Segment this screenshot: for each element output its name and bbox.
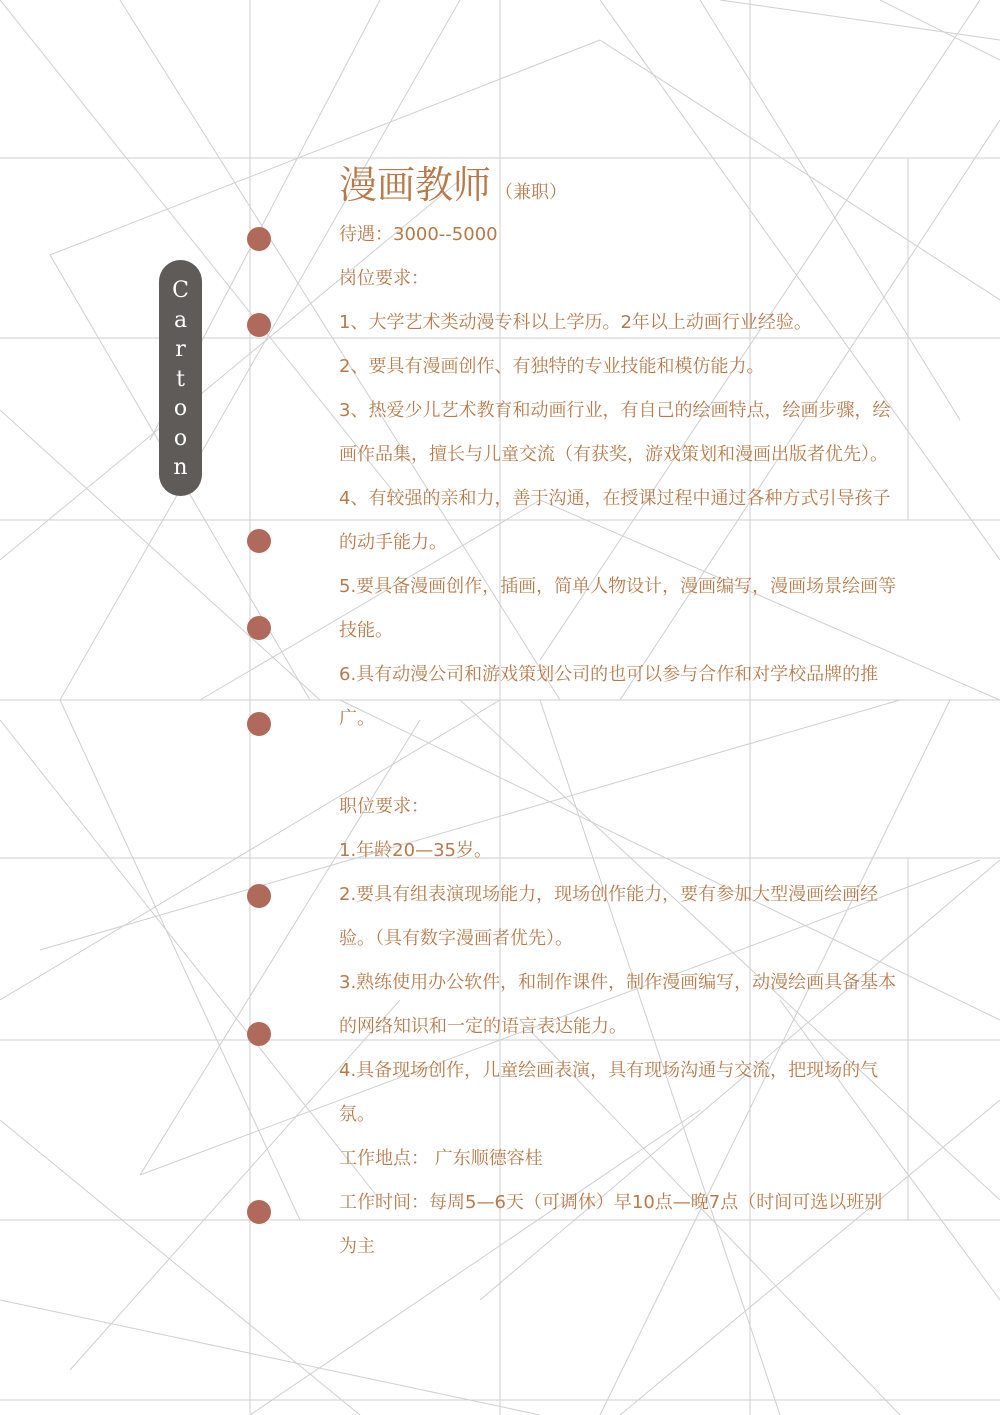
post-requirement-item: 3、热爱少儿艺术教育和动画行业，有自己的绘画特点，绘画步骤，绘画作品集，擅长与儿童交流（有获奖，游戏策划和漫画出版者优先）。: [339, 400, 891, 465]
timeline-dot: [247, 1200, 271, 1224]
timeline-dot: [247, 313, 271, 337]
job-requirements-heading: 职位要求：: [339, 796, 429, 817]
job-requirement-item: 1.年龄20—35岁。: [339, 840, 492, 861]
salary: 待遇：3000--5000: [339, 224, 498, 245]
timeline-dot: [247, 712, 271, 736]
badge-letter: o: [173, 425, 188, 451]
badge-letter: r: [175, 337, 186, 362]
post-requirement-item: 2、要具有漫画创作、有独特的专业技能和模仿能力。: [339, 356, 765, 377]
timeline-dot: [247, 616, 271, 640]
section-gap: [339, 741, 899, 785]
post-requirement-item: 4、有较强的亲和力，善于沟通，在授课过程中通过各种方式引导孩子的动手能力。: [339, 488, 891, 553]
job-requirement-item: 2.要具有组表演现场能力，现场创作能力，要有参加大型漫画绘画经验。（具有数字漫画者优先）。: [339, 884, 879, 949]
title-row: [339, 158, 899, 213]
job-description: [339, 158, 899, 1269]
job-requirement-item: 3.熟练使用办公软件，和制作课件，制作漫画编写，动漫绘画具备基本的网络知识和一定的语言表达能力。: [339, 972, 897, 1037]
cartoon-vertical-badge: [159, 260, 202, 496]
post-requirement-item: 6.具有动漫公司和游戏策划公司的也可以参与合作和对学校品牌的推广。: [339, 664, 879, 729]
badge-letter: t: [176, 366, 185, 392]
timeline-dot: [247, 884, 271, 908]
badge-letter: o: [173, 396, 188, 421]
page-subtitle: （兼职）: [495, 182, 568, 203]
timeline-dot: [247, 1022, 271, 1046]
timeline-dot: [247, 529, 271, 553]
post-requirement-item: 1、大学艺术类动漫专科以上学历。2年以上动画行业经验。: [339, 312, 812, 333]
badge-letter: a: [173, 307, 188, 333]
work-time: 工作时间：每周5—6天（可调休）早10点—晚7点（时间可选以班别为主: [339, 1192, 883, 1257]
post-requirements-heading: 岗位要求：: [339, 268, 429, 289]
badge-letter: C: [172, 278, 189, 303]
badge-letter: n: [173, 455, 188, 480]
timeline-dot: [247, 227, 271, 251]
post-requirement-item: 5.要具备漫画创作，插画，简单人物设计，漫画编写，漫画场景绘画等技能。: [339, 576, 897, 641]
work-location: 工作地点： 广东顺德容桂: [339, 1148, 543, 1169]
job-requirement-item: 4.具备现场创作，儿童绘画表演，具有现场沟通与交流，把现场的气氛。: [339, 1060, 879, 1125]
page-title: 漫画教师: [339, 163, 492, 207]
